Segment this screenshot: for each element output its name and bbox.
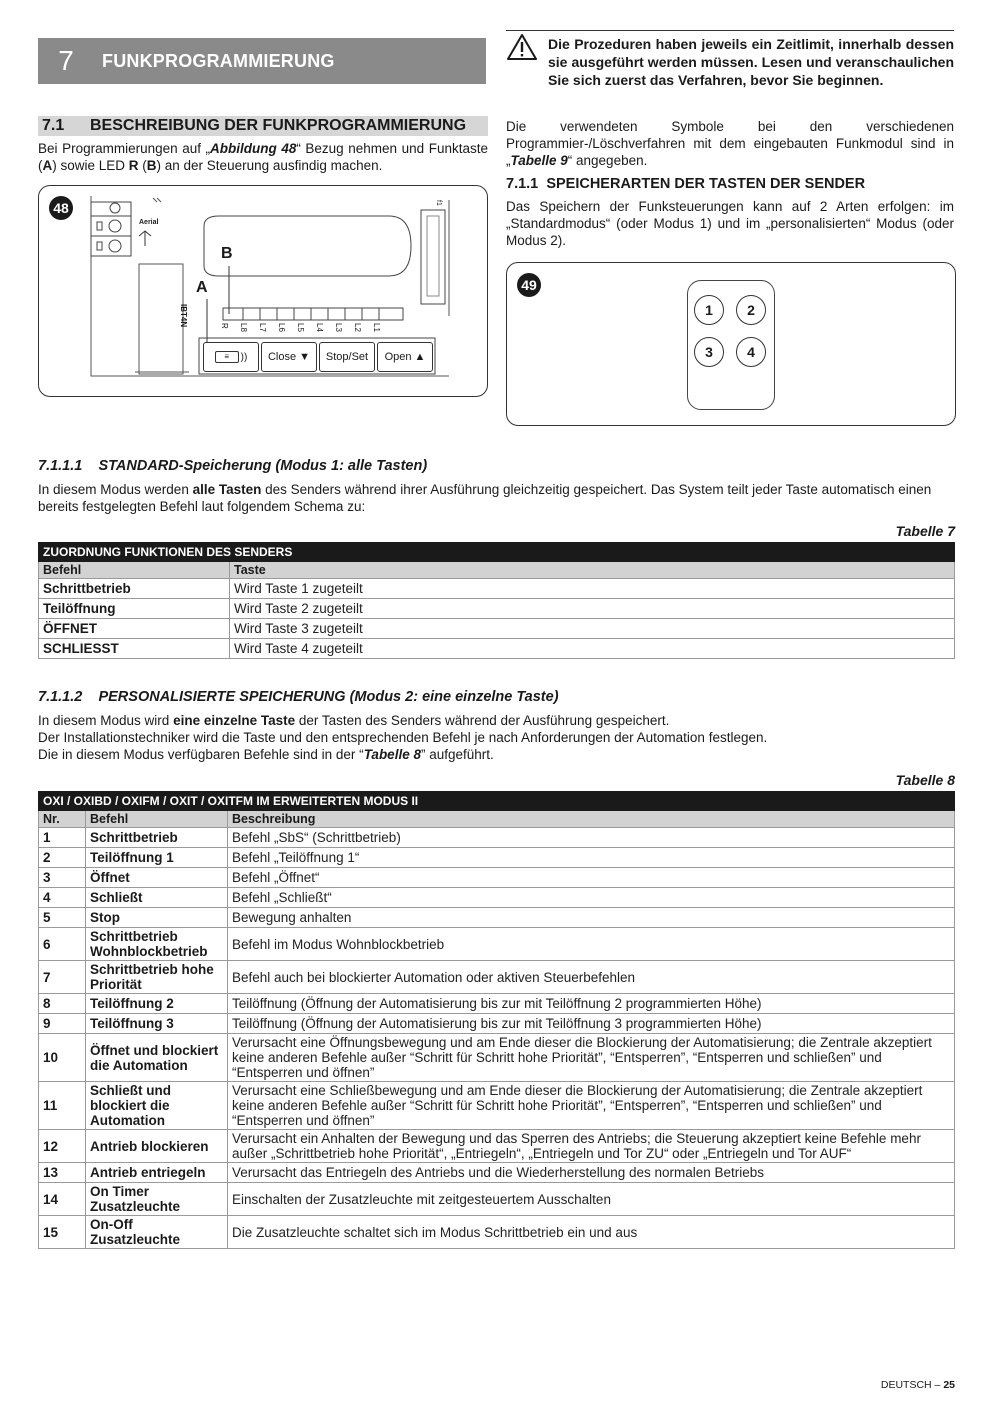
section-7-1-1-2-heading: 7.1.1.2 PERSONALISIERTE SPEICHERUNG (Modus 2: eine einzelne Taste)	[38, 689, 559, 705]
number-cell: 14	[39, 1183, 86, 1216]
section-7-1-text: Bei Programmierungen auf „Abbildung 48“ Bezug nehmen und Funktaste (A) sowie LED R (B) an der Steuerung ausfindig machen.	[38, 141, 488, 173]
column-header: Taste	[230, 562, 955, 579]
column-header: Beschreibung	[228, 811, 955, 828]
section-7-1-1-1-heading: 7.1.1.1 STANDARD-Speicherung (Modus 1: alle Tasten)	[38, 458, 428, 474]
command-cell: Teilöffnung 2	[86, 994, 228, 1014]
led-label: L6	[277, 323, 286, 332]
section-number: 7.1	[42, 117, 65, 134]
number-cell: 9	[39, 1014, 86, 1034]
assignment-cell: Wird Taste 1 zugeteilt	[230, 579, 955, 599]
assignment-cell: Wird Taste 2 zugeteilt	[230, 599, 955, 619]
table-reference: Tabelle 8	[363, 747, 421, 762]
table-row	[39, 1216, 955, 1249]
page-footer	[881, 1379, 955, 1391]
table-row	[39, 1014, 955, 1034]
stop-set-button[interactable]: Stop/Set	[319, 342, 375, 372]
description-cell: Befehl „SbS“ (Schrittbetrieb)	[228, 828, 955, 848]
number-cell: 10	[39, 1034, 86, 1082]
number-cell: 12	[39, 1130, 86, 1163]
description-cell: Teilöffnung (Öffnung der Automatisierung bis zur mit Teilöffnung 3 programmierten Höhe)	[228, 1014, 955, 1034]
led-label: L7	[258, 323, 267, 332]
table-title: OXI / OXIBD / OXIFM / OXIT / OXITFM IM ERWEITERTEN MODUS II	[39, 792, 955, 811]
command-cell: Teilöffnung 1	[86, 848, 228, 868]
callout-a: A	[196, 279, 218, 299]
open-button[interactable]: Open ▲	[377, 342, 433, 372]
number-cell: 3	[39, 868, 86, 888]
radio-button-a[interactable]	[203, 342, 259, 372]
section-7-1-heading	[38, 116, 488, 136]
remote-key-2[interactable]: 2	[736, 295, 766, 325]
figure-49	[506, 262, 956, 426]
remote-key-4[interactable]: 4	[736, 337, 766, 367]
table-row	[39, 828, 955, 848]
figure-48	[38, 185, 488, 397]
command-cell: Schrittbetrieb Wohnblockbetrieb	[86, 928, 228, 961]
description-cell: Befehl „Öffnet“	[228, 868, 955, 888]
command-cell: Antrieb blockieren	[86, 1130, 228, 1163]
table-row	[39, 579, 955, 599]
table-row	[39, 994, 955, 1014]
description-cell: Die Zusatzleuchte schaltet sich im Modus Schrittbetrieb ein und aus	[228, 1216, 955, 1249]
figure-badge: 49	[517, 273, 541, 297]
led-labels	[220, 323, 405, 337]
description-cell: Verursacht das Entriegeln des Antriebs und die Wiederherstellung des normalen Betriebs	[228, 1163, 955, 1183]
led-label: R	[220, 323, 229, 329]
figure-reference: Abbildung 48	[210, 141, 297, 156]
aerial-label: Aerial	[139, 219, 159, 226]
table-8	[38, 791, 955, 1249]
table-row	[39, 1034, 955, 1082]
table-row	[39, 868, 955, 888]
warning-text: Die Prozeduren haben jeweils ein Zeitlimit, innerhalb dessen sie ausgeführt werden müssen. Lesen und veranschaulichen Sie sich zuerst das Verfahren, bevor Sie beginnen.	[548, 36, 954, 88]
page-number: 25	[943, 1379, 955, 1391]
number-cell: 5	[39, 908, 86, 928]
description-cell: Befehl auch bei blockierter Automation oder aktiven Steuerbefehlen	[228, 961, 955, 994]
led-label: L8	[239, 323, 248, 332]
assignment-cell: Wird Taste 4 zugeteilt	[230, 639, 955, 659]
command-cell: Antrieb entriegeln	[86, 1163, 228, 1183]
section-7-1-1-heading: 7.1.1 SPEICHERARTEN DER TASTEN DER SENDER	[506, 176, 866, 192]
table-row	[39, 1130, 955, 1163]
table-row	[39, 1163, 955, 1183]
command-cell: ÖFFNET	[39, 619, 230, 639]
description-cell: Befehl im Modus Wohnblockbetrieb	[228, 928, 955, 961]
warning-rule	[506, 30, 954, 31]
table-row	[39, 888, 955, 908]
description-cell: Einschalten der Zusatzleuchte mit zeitgesteuertem Ausschalten	[228, 1183, 955, 1216]
chapter-header	[38, 38, 486, 84]
table-row	[39, 848, 955, 868]
description-cell: Befehl „Schließt“	[228, 888, 955, 908]
table-8-caption: Tabelle 8	[895, 772, 955, 788]
column-header: Nr.	[39, 811, 86, 828]
table-title: ZUORDNUNG FUNKTIONEN DES SENDERS	[39, 543, 955, 562]
remote-key-1[interactable]: 1	[694, 295, 724, 325]
number-cell: 2	[39, 848, 86, 868]
table-7-caption: Tabelle 7	[895, 523, 955, 539]
number-cell: 1	[39, 828, 86, 848]
close-button[interactable]: Close ▼	[261, 342, 317, 372]
table-row	[39, 619, 955, 639]
command-cell: Schließt und blockiert die Automation	[86, 1082, 228, 1130]
section-7-1-1-2-text: In diesem Modus wird eine einzelne Taste der Tasten des Senders während der Ausführung gespeichert. Der Installationstechniker wird die Taste und den entsprechenden Befehl je nach Anforderungen der Automation festlegen. Die in diesem Modus verfügbaren Befehle sind in der “Tabelle 8” aufgeführt.	[38, 713, 768, 762]
table-row	[39, 961, 955, 994]
description-cell: Bewegung anhalten	[228, 908, 955, 928]
connector-label: f1	[435, 200, 442, 206]
callout-b: B	[221, 245, 243, 265]
led-label: L2	[353, 323, 362, 332]
command-cell: Öffnet	[86, 868, 228, 888]
command-cell: On Timer Zusatzleuchte	[86, 1183, 228, 1216]
chapter-number: 7	[58, 45, 74, 76]
description-cell: Verursacht eine Öffnungsbewegung und am Ende dieser die Blockierung der Automatisierung; die Zentrale akzeptiert keine anderen Befehle außer “Schritt für Schritt hohe Priorität”, “Entsperren”, “Entsperren und schließen” und “Entsperren und öffnen”	[228, 1034, 955, 1082]
description-cell: Teilöffnung (Öffnung der Automatisierung bis zur mit Teilöffnung 2 programmierten Höhe)	[228, 994, 955, 1014]
number-cell: 7	[39, 961, 86, 994]
table-row	[39, 1183, 955, 1216]
command-cell: On-Off Zusatzleuchte	[86, 1216, 228, 1249]
description-cell: Verursacht ein Anhalten der Bewegung und das Sperren des Antriebs; die Steuerung akzeptiert keine Befehle mehr außer „Schrittbetrieb hohe Priorität“, „Entriegeln“, „Entriegeln und Tor ZU“ oder „Entriegeln und Tor AUF“	[228, 1130, 955, 1163]
description-cell: Befehl „Teilöffnung 1“	[228, 848, 955, 868]
table-row	[39, 908, 955, 928]
remote-key-3[interactable]: 3	[694, 337, 724, 367]
column-header: Befehl	[39, 562, 230, 579]
command-cell: Teilöffnung 3	[86, 1014, 228, 1034]
footer-language: DEUTSCH –	[880, 1379, 944, 1391]
number-cell: 6	[39, 928, 86, 961]
table-row	[39, 1082, 955, 1130]
column-header: Befehl	[86, 811, 228, 828]
chapter-title: FUNKPROGRAMMIERUNG	[102, 50, 335, 71]
command-cell: Öffnet und blockiert die Automation	[86, 1034, 228, 1082]
table-7	[38, 542, 955, 659]
command-cell: Schrittbetrieb	[86, 828, 228, 848]
number-cell: 11	[39, 1082, 86, 1130]
symbols-note: Die verwendeten Symbole bei den verschiedenen Programmier-/Löschverfahren mit dem eingebauten Funkmodul sind in „Tabelle 9“ angegeben.	[506, 119, 954, 168]
led-label: L1	[372, 323, 381, 332]
command-cell: Schließt	[86, 888, 228, 908]
description-cell: Verursacht eine Schließbewegung und am Ende dieser die Blockierung der Automatisierung; die Zentrale akzeptiert keine anderen Befehle außer “Schritt für Schritt hohe Priorität”, “Entsperren”, “Entsperren und schließen” und “Entsperren und öffnen”	[228, 1082, 955, 1130]
table-row	[39, 639, 955, 659]
remote-control	[687, 280, 775, 410]
radio-key-icon: ≡	[215, 351, 239, 363]
command-cell: SCHLIESST	[39, 639, 230, 659]
number-cell: 13	[39, 1163, 86, 1183]
section-7-1-1-1-text: In diesem Modus werden alle Tasten des Senders während ihrer Ausführung gleichzeitig gespeichert. Das System teilt jeder Taste automatisch einen bereits festgelegten Befehl laut folgendem Schema zu:	[38, 482, 932, 514]
warning-icon	[506, 33, 538, 61]
table-row	[39, 599, 955, 619]
command-cell: Schrittbetrieb hohe Priorität	[86, 961, 228, 994]
signal-icon: ))	[240, 351, 248, 363]
number-cell: 15	[39, 1216, 86, 1249]
command-cell: Stop	[86, 908, 228, 928]
led-label: L3	[334, 323, 343, 332]
model-label: IBT4N	[179, 304, 188, 328]
led-label: L4	[315, 323, 324, 332]
assignment-cell: Wird Taste 3 zugeteilt	[230, 619, 955, 639]
number-cell: 4	[39, 888, 86, 908]
table-reference: Tabelle 9	[510, 153, 568, 168]
table-row	[39, 928, 955, 961]
figure-badge: 48	[49, 196, 73, 220]
led-label: L5	[296, 323, 305, 332]
command-cell: Schrittbetrieb	[39, 579, 230, 599]
section-title: BESCHREIBUNG DER FUNKPROGRAMMIERUNG	[90, 117, 467, 134]
command-cell: Teilöffnung	[39, 599, 230, 619]
section-7-1-1-text: Das Speichern der Funksteuerungen kann auf 2 Arten erfolgen: im „Standardmodus“ (oder Modus 1) und im „personalisierten“ Modus (oder Modus 2).	[506, 199, 954, 248]
number-cell: 8	[39, 994, 86, 1014]
